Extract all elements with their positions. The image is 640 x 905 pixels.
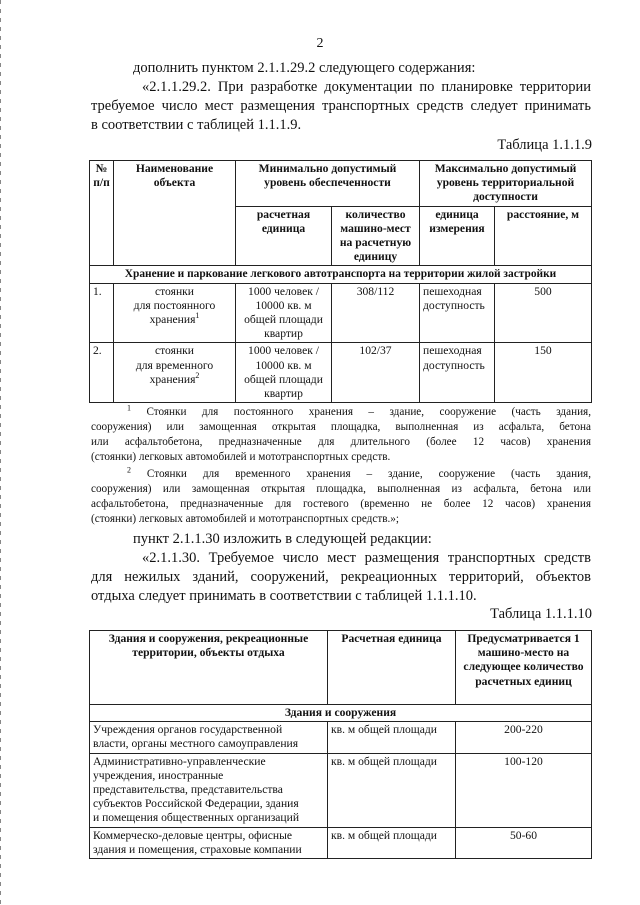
footnote-text: Стоянки для временного хранения – здание, сооружение (часть здания, [146,468,591,480]
table-1-1-1-10 [89,630,592,859]
row-name-line: стоянки [154,284,194,298]
row-distance: 500 [495,283,592,343]
table-row [90,827,592,858]
table-row [90,722,592,753]
row-name [114,283,236,343]
row-name-line [117,370,232,387]
para-line: в соответствии с таблицей 1.1.1.9. [91,117,302,133]
row-num: 1. [90,283,114,343]
row-unit: кв. м общей площади [328,753,456,827]
para-line: требуемое число мест размещения транспортных средств следует принимать [91,98,591,114]
header-col2: Расчетная единица [328,631,456,705]
unit-line: 10000 кв. м [255,298,312,312]
para-line: отдыха следует принимать в соответствии с таблицей 1.1.1.10. [91,588,477,604]
row-name-line: субъектов Российской Федерации, здания [93,797,299,811]
row-name [114,343,236,403]
header-count: количество машино-мест на расчетную единицу [332,206,420,266]
table-header-row [90,161,592,207]
table2-caption: Таблица 1.1.1.10 [490,606,592,622]
row-value: 100-120 [456,753,592,827]
measure-line: пешеходная [423,344,482,358]
row-name-line [117,313,232,327]
table1-caption: Таблица 1.1.1.9 [497,137,592,153]
row-value: 200-220 [456,722,592,753]
row-measure [420,283,495,343]
footnote-1-line: сооружения) или замощенная открытая площадка, выполненная из асфальта, бетона [91,421,591,433]
table-section-row [90,266,592,283]
para-line: для нежилых зданий, сооружений, рекреационных территорий, объектов [91,569,591,585]
unit-line: 10000 кв. м [255,358,312,372]
footnote-2-line: (стоянки) легковых автомобилей и мототранспортных средств.»; [91,513,400,525]
row-value: 50-60 [456,827,592,858]
para-line: «2.1.1.29.2. При разработке документации по планировке территории [142,79,591,95]
row-unit [236,283,332,343]
row-name-line: стоянки [154,344,194,358]
row-name-text: хранения [149,313,196,327]
footnote-ref: 2 [195,370,200,380]
unit-line: квартир [264,387,303,401]
table-row [90,343,592,403]
row-name [90,827,328,858]
row-count: 102/37 [332,343,420,403]
page-number: 2 [316,36,324,51]
footnote-1-line: или асфальтобетона, предназначенные для длительного (более 12 часов) хранения [91,436,591,448]
measure-line: пешеходная [423,284,482,298]
row-num: 2. [90,343,114,403]
footnote-ref: 1 [195,311,200,321]
table-header-row [90,631,592,705]
row-name [90,753,328,827]
header-distance: расстояние, м [495,206,592,266]
row-name-text: хранения [149,372,196,386]
row-name-line: для временного [135,358,214,372]
table-1-1-1-9 [89,160,592,403]
row-name-line: и помещения общественных организаций [93,811,300,825]
header-max-group: Максимально допустимый уровень территориальной доступности [420,161,592,207]
row-unit [236,343,332,403]
footnote-mark: 2 [127,465,131,475]
row-name-line: Коммерческо-деловые центры, офисные [93,828,293,842]
footnote-2-line [127,467,591,482]
section-title: Хранение и паркование легкового автотранспорта на территории жилой застройки [90,266,592,283]
unit-line: квартир [264,327,303,341]
footnote-2-line: сооружения) или замощенная открытая площадка, выполненная из асфальта, бетона или [91,483,591,495]
footnote-text: Стоянки для постоянного хранения – здание, сооружение (часть здания, [146,406,591,418]
row-measure [420,343,495,403]
row-distance: 150 [495,343,592,403]
unit-line: общей площади [244,313,323,327]
footnote-mark: 1 [127,403,131,413]
lead-in-text: дополнить пунктом 2.1.1.29.2 следующего содержания: [133,60,476,76]
row-unit: кв. м общей площади [328,722,456,753]
para-line: «2.1.1.30. Требуемое число мест размещения транспортных средств [142,550,591,566]
row-name-line: Учреждения органов государственной [93,723,283,737]
page-left-edge [0,0,1,905]
point-2-1-1-30-text: пункт 2.1.1.30 изложить в следующей редакции: [133,531,432,547]
header-name: Наименование объекта [114,161,236,266]
row-name [90,722,328,753]
unit-line: 1000 человек / [248,284,319,298]
footnote-1-line [127,405,591,420]
row-unit: кв. м общей площади [328,827,456,858]
footnote-2-line: асфальтобетона, предназначенные для гостевого (временно не более 12 часов) хранения [91,498,591,510]
row-count: 308/112 [332,283,420,343]
table-section-row [90,705,592,722]
measure-line: доступность [423,298,485,312]
unit-line: 1000 человек / [248,344,319,358]
row-name-line: представительства, представительства [93,783,283,797]
table-row [90,283,592,343]
header-min-group: Минимально допустимый уровень обеспеченности [236,161,420,207]
table-row [90,753,592,827]
header-col3: Предусматривается 1 машино-место на следующее количество расчетных единиц [456,631,592,705]
row-name-line: власти, органы местного самоуправления [93,737,299,751]
unit-line: общей площади [244,372,323,386]
header-measure: единица измерения [420,206,495,266]
row-name-line: Административно-управленческие [93,754,266,768]
header-col1: Здания и сооружения, рекреационные территории, объекты отдыха [90,631,328,705]
header-unit: расчетная единица [236,206,332,266]
footnote-1-line: (стоянки) легковых автомобилей и мототранспортных средств. [91,451,391,463]
measure-line: доступность [423,358,485,372]
header-num: № п/п [90,161,114,266]
row-name-line: здания и помещения, страховые компании [93,842,302,856]
row-name-line: учреждения, иностранные [93,768,224,782]
row-name-line: для постоянного [133,298,216,312]
section-title: Здания и сооружения [90,705,592,722]
